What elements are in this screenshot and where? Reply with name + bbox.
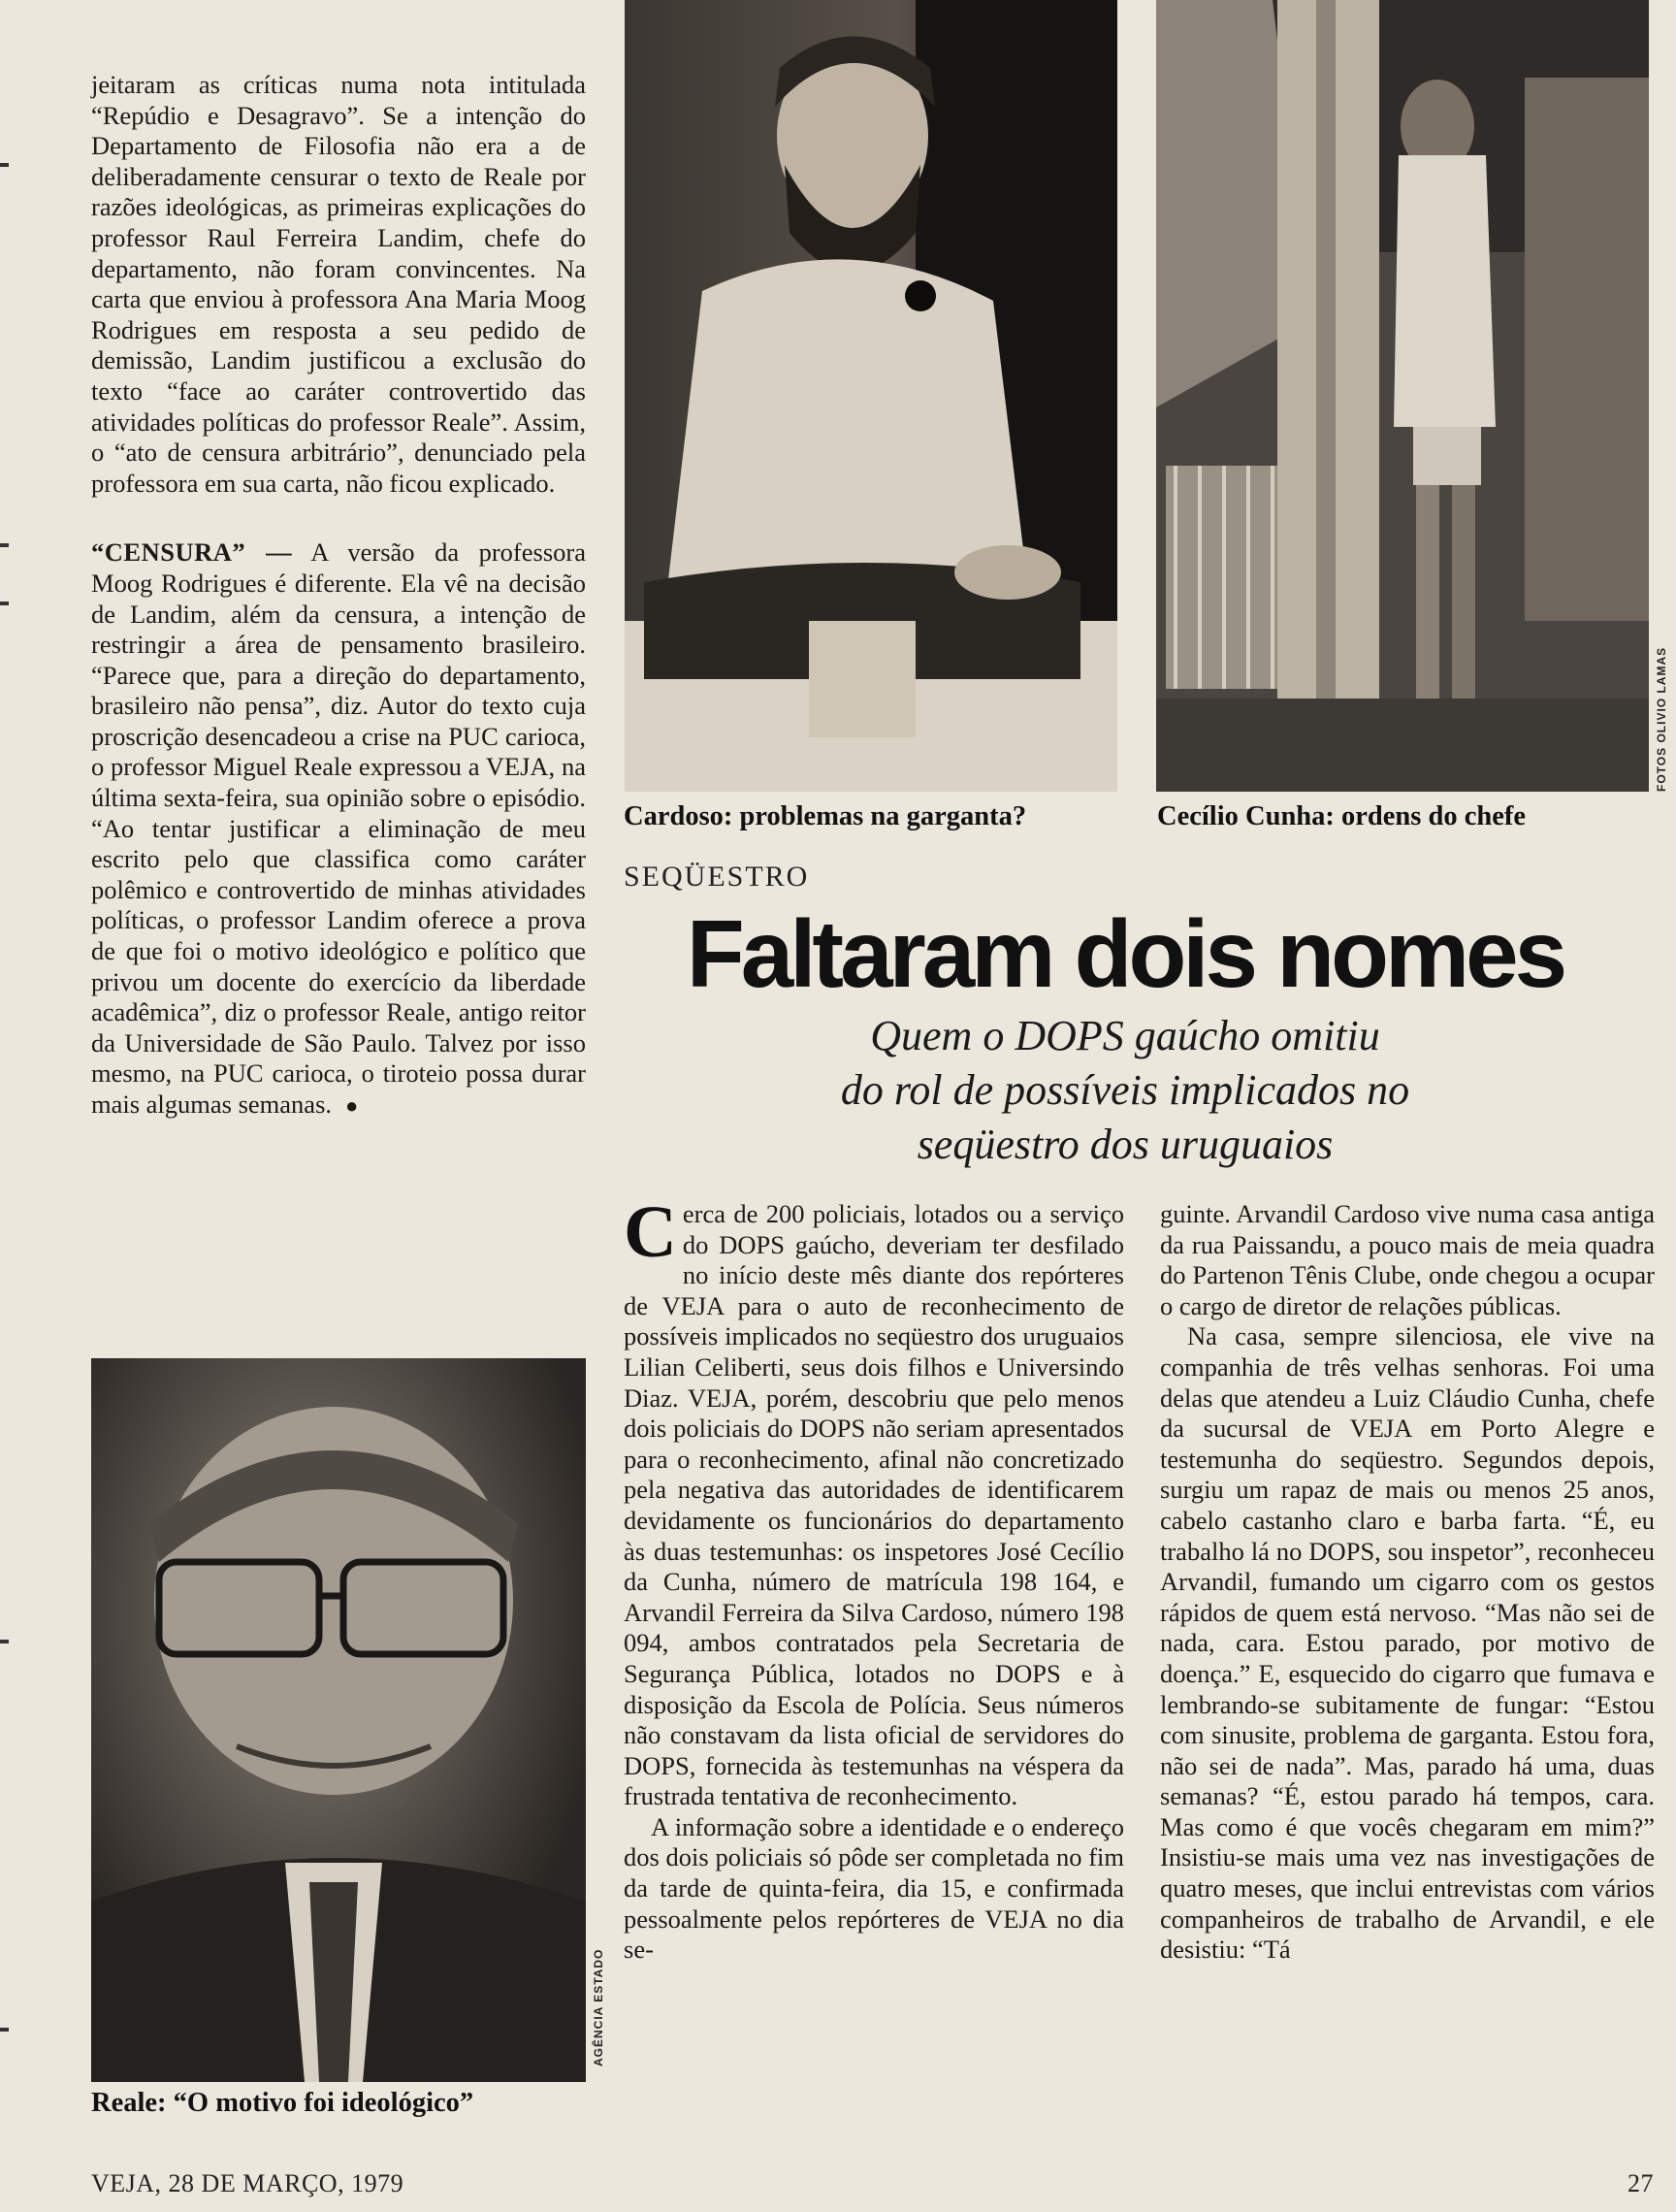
- photo-cardoso: [625, 0, 1117, 792]
- article-column-right: [1160, 1199, 1655, 1966]
- deck-line: Quem o DOPS gaúcho omitiu: [870, 1012, 1380, 1059]
- article-paragraph: erca de 200 policiais, lotados ou a serviço do DOPS gaúcho, deveriam ter desfilado no início deste mês diante dos repórteres de VEJA para o auto de reconhecimento de possíveis implicados no seqüestro dos uruguaios Lilian Celiberti, seus dois filhos e Universindo Diaz. VEJA, porém, descobriu que pelo menos dois policiais do DOPS não seriam apresentados para o reconhecimento, afinal não concretizado pela negativa das autoridades de identificarem devidamente os funcionários do departamento às duas testemunhas: os inspetores José Cecílio da Cunha, número de matrícula 198 164, e Arvandil Ferreira da Silva Cardoso, número 198 094, ambos contratados pela Secretaria de Segurança Pública, lotados no DOPS e à disposição da Escola de Polícia. Seus números não constavam da lista oficial de servidores do DOPS, fornecida às testemunhas na véspera da frustrada tentativa de reconhecimento.: [624, 1199, 1124, 1811]
- margin-mark: [0, 163, 9, 167]
- article-column-middle: [624, 1191, 1124, 1966]
- photo-reale-image: [91, 1358, 586, 2082]
- photo-cunha: [1156, 0, 1649, 792]
- section-label: SEQÜESTRO: [624, 861, 810, 893]
- headline: Faltaram dois nomes: [686, 900, 1564, 1007]
- left-column: [91, 70, 586, 1122]
- article-paragraph: guinte. Arvandil Cardoso vive numa casa antiga da rua Paissandu, a pouco mais de meia quadra do Partenon Tênis Clube, onde chegou a ocupar o cargo de diretor de relações públicas.: [1160, 1199, 1655, 1320]
- subhead-censura: “CENSURA” —: [91, 537, 293, 568]
- deck-line: seqüestro dos uruguaios: [917, 1121, 1334, 1168]
- margin-mark: [0, 602, 9, 605]
- photo-reale: [91, 1358, 586, 2082]
- photo-cardoso-image: [625, 0, 1117, 792]
- page-number: 27: [1628, 2169, 1654, 2197]
- margin-mark: [0, 1640, 9, 1643]
- photo-cunha-image: [1156, 0, 1649, 792]
- caption-cunha: Cecílio Cunha: ordens do chefe: [1157, 801, 1526, 831]
- footer-issue: VEJA, 28 DE MARÇO, 1979: [91, 2169, 404, 2197]
- photo-credit-reale: AGÊNCIA ESTADO: [592, 1948, 605, 2066]
- deck: [621, 1009, 1629, 1172]
- margin-mark: [0, 543, 9, 547]
- drop-cap: C: [624, 1191, 677, 1273]
- left-paragraph-2: A versão da professora Moog Rodrigues é diferente. Ela vê na decisão de Landim, além da censura, a intenção de restringir a área de pensamento brasileiro. “Parece que, para a direção do departamento, brasileiro não pensa”, diz. Autor do texto cuja proscrição desencadeou a crise na PUC carioca, o professor Miguel Reale expressou a VEJA, na última sexta-feira, sua opinião sobre o episódio. “Ao tentar justificar a eliminação de meu escrito pelo que classifica como caráter polêmico e controvertido de minhas atividades políticas, o professor Landim oferece a prova de que foi o motivo ideológico e político que privou um docente do exercício da liberdade acadêmica”, diz o professor Reale, antigo reitor da Universidade de São Paulo. Talvez por isso mesmo, na PUC carioca, o tiroteio possa durar mais algumas semanas.: [91, 537, 586, 1119]
- left-paragraph-1: jeitaram as críticas numa nota intitulada “Repúdio e Desagravo”. Se a intenção do Departamento de Filosofia não era a de deliberadamente censurar o texto de Reale por razões ideológicas, as primeiras explicações do professor Raul Ferreira Landim, chefe do departamento, não foram convincentes. Na carta que enviou à professora Ana Maria Moog Rodrigues em resposta a seu pedido de demissão, Landim justificou a exclusão do texto “face ao caráter controvertido das atividades políticas do professor Reale”. Assim, o “ato de censura arbitrário”, denunciado pela professora em sua carta, não ficou explicado.: [91, 70, 586, 498]
- caption-cardoso: Cardoso: problemas na garganta?: [624, 801, 1027, 831]
- margin-mark: [0, 2028, 9, 2032]
- end-mark: ●: [345, 1093, 359, 1118]
- photo-credit-cunha: FOTOS OLIVIO LAMAS: [1655, 646, 1668, 792]
- article-paragraph: Na casa, sempre silenciosa, ele vive na companhia de três velhas senhoras. Foi uma delas que atendeu a Luiz Cláudio Cunha, chefe da sucursal de VEJA em Porto Alegre e testemunha do seqüestro. Segundos depois, surgiu um rapaz de mais ou menos 25 anos, cabelo castanho claro e barba farta. “É, eu trabalho lá no DOPS, sou inspetor”, reconheceu Arvandil, fumando um cigarro com os gestos rápidos de quem está nervoso. “Mas não sei de nada, cara. Estou parado, por motivo de doença.” E, esquecido do cigarro que fumava e lembrando-se subitamente de fungar: “Estou com sinusite, problema de garganta. Estou fora, não sei de nada”. Mas, parado há uma, duas semanas? “É, estou parado há tempos, cara. Mas como é que vocês chegaram em mim?” Insistiu-se mais uma vez nas investigações de quatro meses, que inclui entrevistas com vários companheiros de trabalho de Arvandil, e ele desistiu: “Tá: [1160, 1321, 1655, 1965]
- deck-line: do rol de possíveis implicados no: [840, 1066, 1410, 1114]
- caption-reale: Reale: “O motivo foi ideológico”: [91, 2088, 474, 2118]
- article-paragraph: A informação sobre a identidade e o endereço dos dois policiais só pôde ser completada no fim da tarde de quinta-feira, dia 15, e confirmada pessoalmente pelos repórteres de VEJA no dia se-: [624, 1811, 1124, 1965]
